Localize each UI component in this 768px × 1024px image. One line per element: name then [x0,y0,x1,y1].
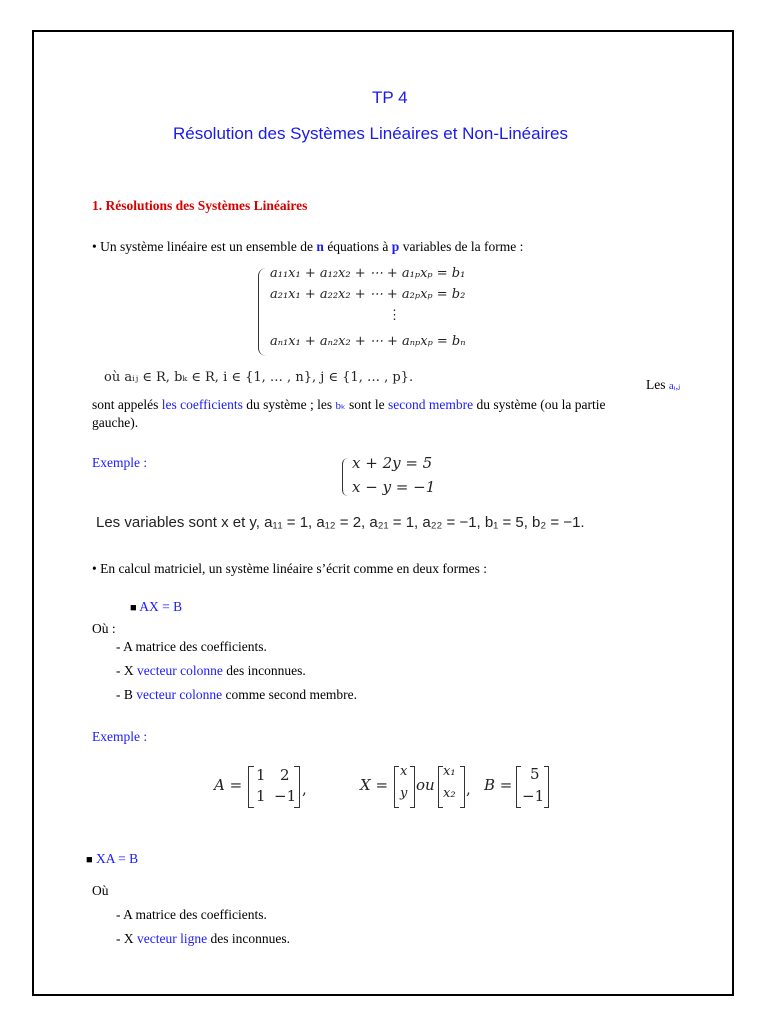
matrix-x-2: y [400,786,408,801]
example-label-1: Exemple : [92,455,148,470]
matrix-x-right-bracket [410,766,415,808]
matrix-b-left-bracket [516,766,521,808]
ou-label-1: Où : [92,621,116,636]
matrix-x2-1: x₁ [443,764,456,779]
page-frame [32,30,734,996]
matrix-a-label: A = [214,776,243,794]
left-brace [258,268,267,356]
matrix-a-12: 2 [280,766,290,784]
matrix-a-left-bracket [248,766,254,808]
example-variables: Les variables sont x et y, a₁₁ = 1, a₁₂ = 2, a₂₁ = 1, a₂₂ = −1, b₁ = 5, b₂ = −1. [96,514,585,531]
bullet-matrix-form: • En calcul matriciel, un système linéaire s’écrit comme en deux formes : [92,561,487,576]
square-bullet-icon: ■ [130,602,137,614]
matrix-a-11: 1 [256,766,266,784]
system-row-1: a₁₁x₁ + a₁₂x₂ + ⋯ + a₁ₚxₚ = b₁ [270,266,466,281]
matrix-b-2: −1 [522,787,545,805]
ou-word: ou [416,776,435,794]
matrix-a-right-bracket [294,766,300,808]
bullet-linear-system: • Un système linéaire est un ensemble de n équations à p variables de la forme : [92,239,524,254]
example-eq-bottom: x − y = −1 [352,478,436,496]
example-brace [342,458,349,496]
example-system [342,454,462,504]
coefficients-sentence: sont appelés les coefficients du système ; les bₖ sont le second membre du système (ou la partie [92,397,606,412]
page-title: Résolution des Systèmes Linéaires et Non-Linéaires [173,124,568,143]
matrix-x-1: x [400,764,408,779]
example-eq-top: x + 2y = 5 [352,454,433,472]
system-row-dots: ⋮ [388,308,401,323]
matrix-b-1: 5 [530,765,540,783]
form-xa-b: ■ XA = B [86,851,139,866]
tp-number: TP 4 [372,88,408,107]
section-heading: 1. Résolutions des Systèmes Linéaires [92,198,308,213]
square-bullet-icon: ■ [86,854,93,866]
system-row-n: aₙ₁x₁ + aₙ₂x₂ + ⋯ + aₙₚxₚ = bₙ [270,334,466,349]
example-label-2: Exemple : [92,729,148,744]
list-item-x: - X vecteur colonne des inconnues. [116,663,306,678]
ou-label-2: Où [92,883,109,898]
matrix-x-left-bracket [394,766,399,808]
list-item-a-2: - A matrice des coefficients. [116,907,267,922]
list-item-a: - A matrice des coefficients. [116,639,267,654]
matrix-x2-right-bracket [460,766,465,808]
matrix-x-label: X = [360,776,389,794]
system-row-2: a₂₁x₁ + a₂₂x₂ + ⋯ + a₂ₚxₚ = b₂ [270,287,466,302]
coefficients-sentence-end: gauche). [92,415,139,430]
matrix-a-21: 1 [256,787,266,805]
matrix-a-22: −1 [274,787,297,805]
example-matrices: A = 1 2 1 −1 , X = x y ou x₁ x₂ , B = 5 −1 [214,762,574,812]
list-item-x-2: - X vecteur ligne des inconnues. [116,931,290,946]
matrix-b-right-bracket [544,766,549,808]
list-item-b: - B vecteur colonne comme second membre. [116,687,358,702]
index-definition: où aᵢⱼ ∈ R, bₖ ∈ R, i ∈ {1, … , n}, j ∈ {1, … , p}. [104,370,414,385]
les-aij-label: Les aᵢ,ⱼ [646,377,681,392]
form-ax-b: ■ AX = B [130,599,183,614]
matrix-x2-2: x₂ [443,786,456,801]
matrix-b-label: B = [484,776,513,794]
linear-system-equation [258,266,528,360]
